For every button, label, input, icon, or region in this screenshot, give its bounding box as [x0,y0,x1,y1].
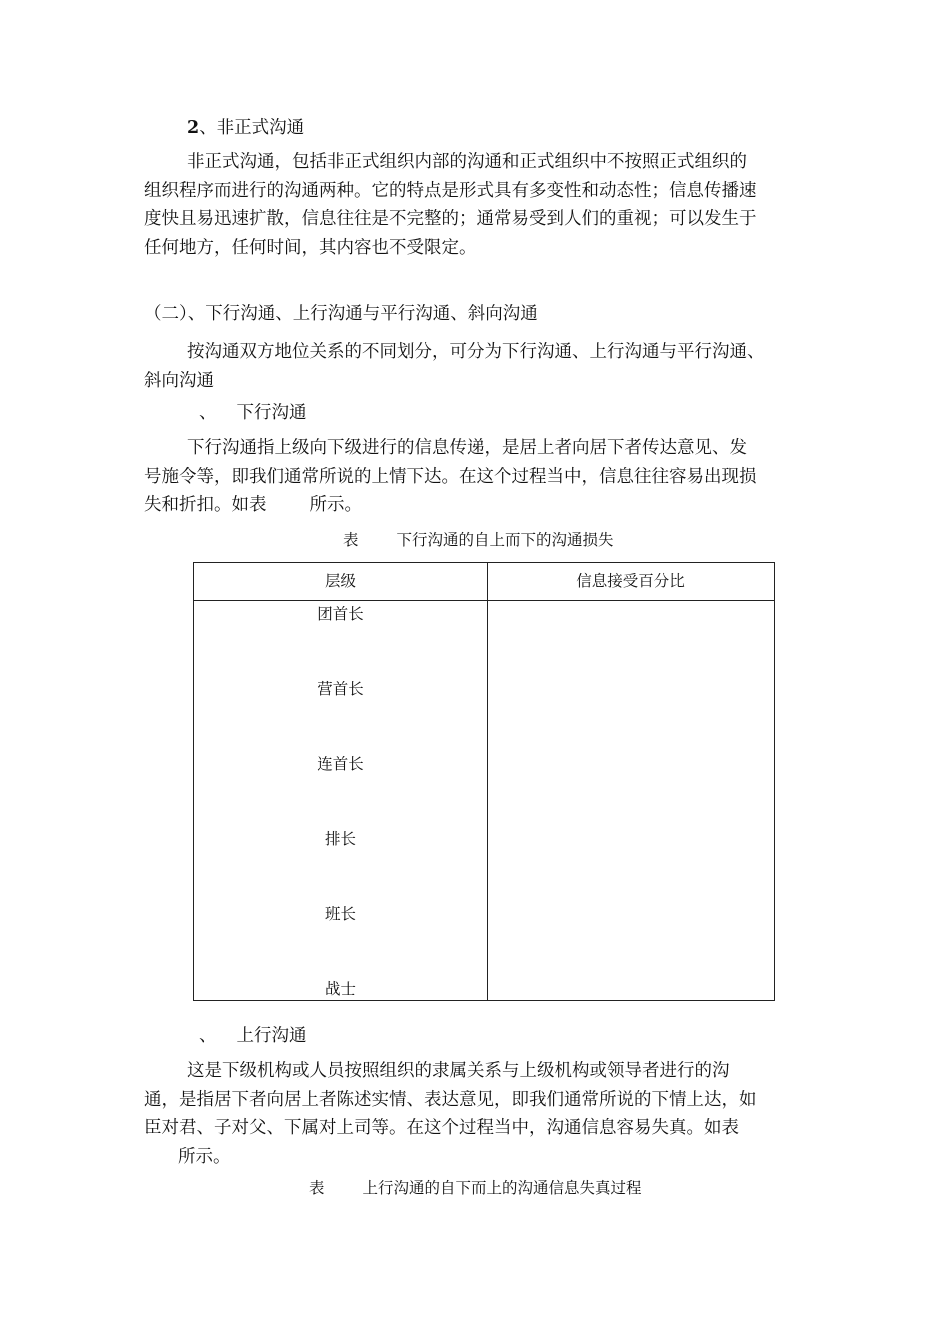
paragraph-upward [144,1057,812,1171]
para-line: 度快且易迅速扩散，信息往往是不完整的；通常易受到人们的重视；可以发生于 [144,209,757,229]
header-divider [194,600,774,601]
subheading-title: 上行沟通 [236,1026,307,1046]
para-line: 组织程序而进行的沟通两种。它的特点是形式具有多变性和动态性；信息传播速 [144,180,757,201]
subheading-title: 下行沟通 [236,403,307,423]
para-line: 斜向沟通 [144,370,214,391]
para-line: 臣对君、子对父、下属对上司等。在这个过程当中，沟通信息容易失真。如表 [144,1118,739,1138]
paragraph-informal-communication [144,148,812,262]
para-line: 通，是指居下者向居上者陈述实情、表达意见，即我们通常所说的下情上达，如 [144,1089,757,1110]
section-title: 、非正式沟通 [199,118,305,138]
table-header-level: 层级 [324,572,356,590]
para-line: 号施令等，即我们通常所说的上情下达。在这个过程当中，信息往往容易出现损 [144,466,757,487]
para-line: 这是下级机构或人员按照组织的隶属关系与上级机构或领导者进行的沟 [187,1061,730,1081]
section-heading-informal [187,114,304,139]
para-line: 按沟通双方地位关系的不同划分，可分为下行沟通、上行沟通与平行沟通、 [187,342,765,362]
table-header-percentage: 信息接受百分比 [576,572,685,590]
table-row-level: 团首长 [317,605,364,623]
para-line: 任何地方，任何时间，其内容也不受限定。 [144,237,477,258]
column-divider [487,563,488,1000]
paragraph-downward [144,434,812,520]
table-caption [309,1176,642,1198]
table-row-level: 排长 [324,830,356,848]
para-line: 所示。 [178,1146,231,1167]
caption-text: 上行沟通的自下而上的沟通信息失真过程 [362,1179,642,1197]
para-text: 失和折扣。如表 [144,495,267,515]
table-caption [343,528,614,550]
paragraph-classification [144,338,812,395]
caption-prefix: 表 [309,1179,325,1197]
subheading-upward [199,1022,307,1047]
para-line: 下行沟通指上级向下级进行的信息传递，是居上者向居下者传达意见、发 [187,438,747,458]
downward-loss-table [193,562,775,1001]
section-heading-directional: （二）、下行沟通、上行沟通与平行沟通、斜向沟通 [144,304,538,324]
table-row-level: 营首长 [317,680,364,698]
para-line [144,491,812,520]
subheading-mark: 、 [199,1026,217,1046]
para-text: 所示。 [309,495,362,515]
section-number: 2 [187,118,200,138]
table-row-level: 连首长 [317,755,364,773]
caption-text: 下行沟通的自上而下的沟通损失 [396,531,614,549]
table-row-level: 班长 [324,905,356,923]
subheading-mark: 、 [199,403,217,423]
table-row-level: 战士 [324,980,356,998]
caption-prefix: 表 [343,531,359,549]
para-line: 非正式沟通，包括非正式组织内部的沟通和正式组织中不按照正式组织的 [187,152,747,172]
subheading-downward [199,399,307,424]
